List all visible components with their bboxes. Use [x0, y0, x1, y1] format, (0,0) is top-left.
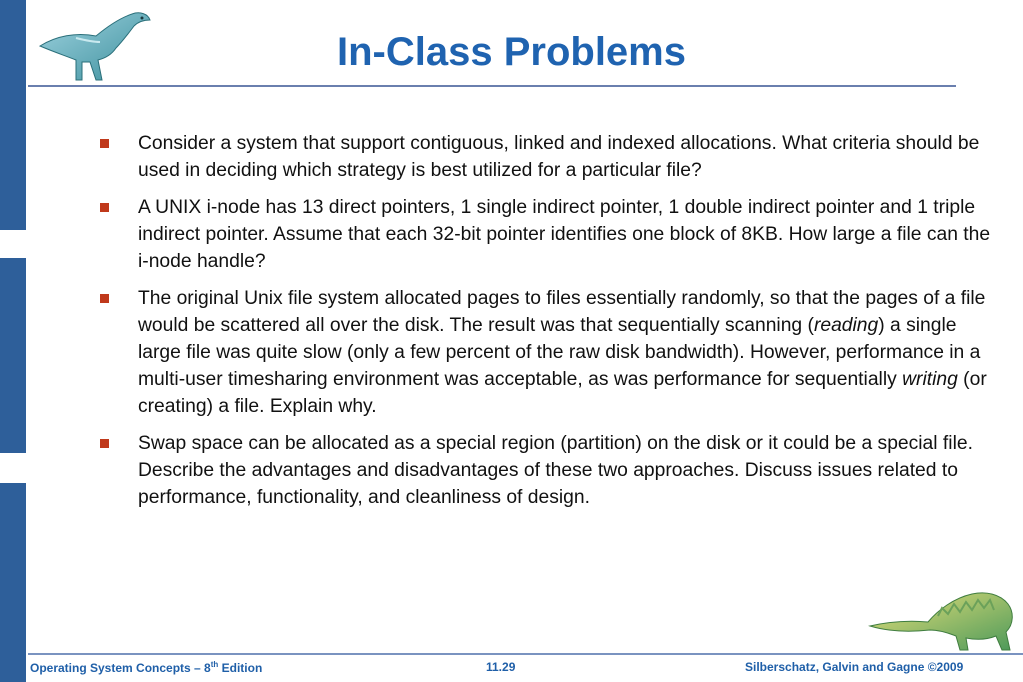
- list-item: [108, 194, 998, 275]
- footer-course-title: [30, 660, 262, 675]
- footer-edition-text: Edition: [218, 661, 263, 675]
- bullet-text: ) a single large file was quite slow (only a few percent of the raw disk bandwidth). However, performance in a multi-user timesharing environment was acceptable, as was performance for sequentially: [138, 315, 981, 390]
- emphasis-writing: writing: [902, 369, 958, 390]
- sidebar-block: [0, 483, 26, 682]
- bullet-text: (or creating) a file. Explain why.: [138, 369, 987, 417]
- square-bullet-icon: [100, 203, 109, 212]
- slide-number: 11.29: [486, 660, 516, 674]
- sidebar-decoration: [0, 0, 26, 682]
- list-item: [108, 130, 998, 184]
- emphasis-reading: reading: [813, 315, 879, 336]
- bullet-text: A UNIX i-node has 13 direct pointers, 1 single indirect pointer, 1 double indirect pointer and 1 triple indirect pointer. Assume that each 32-bit pointer identifies one block of 8KB. How large a file can the i-node handle?: [138, 197, 991, 272]
- bullet-text: Swap space can be allocated as a special region (partition) on the disk or it could be a special file. Describe the advantages and disadvantages of these two approaches. Discuss issues related to performance, functionality, and cleanliness of design.: [138, 433, 973, 508]
- square-bullet-icon: [100, 439, 109, 448]
- footer-edition-sup: th: [210, 660, 219, 669]
- title-divider: [28, 85, 956, 87]
- sidebar-block: [0, 258, 26, 453]
- dinosaur-corner-icon: [868, 586, 1018, 656]
- list-item: [108, 285, 998, 420]
- bullet-list: [108, 130, 998, 521]
- footer-divider: [28, 653, 1023, 655]
- footer-course-text: Operating System Concepts – 8: [30, 661, 211, 675]
- slide-title: In-Class Problems: [336, 30, 686, 74]
- square-bullet-icon: [100, 139, 109, 148]
- square-bullet-icon: [100, 294, 109, 303]
- list-item: [108, 430, 998, 511]
- bullet-text: The original Unix file system allocated pages to files essentially randomly, so that the pages of a file would be scattered all over the disk. The result was that sequentially scanning (: [138, 288, 986, 336]
- bullet-text: Consider a system that support contiguous, linked and indexed allocations. What criteria should be used in deciding which strategy is best utilized for a particular file?: [138, 133, 980, 181]
- footer-copyright: Silberschatz, Galvin and Gagne ©2009: [745, 660, 964, 674]
